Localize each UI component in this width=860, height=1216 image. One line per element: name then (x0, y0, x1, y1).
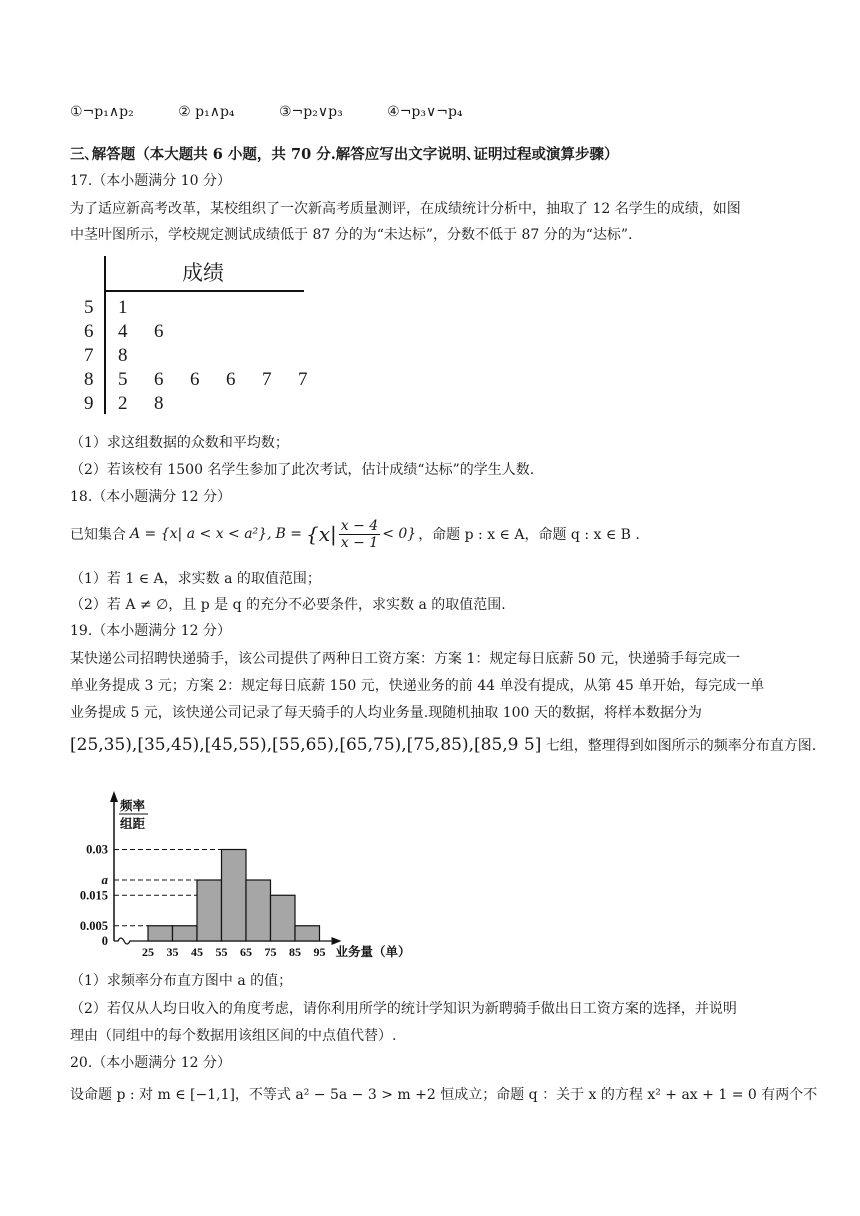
q18-stmt-prefix: 已知集合 (70, 527, 126, 543)
leaf: 4 (118, 321, 128, 342)
y-label-top: 频率 (120, 798, 146, 813)
x-tick-label: 85 (289, 945, 301, 959)
leaf: 8 (118, 345, 128, 366)
q18-part-1: （1）若 1 ∈ A，求实数 a 的取值范围； (70, 571, 321, 587)
stem: 6 (84, 321, 94, 342)
set-b-close: < 0} (382, 526, 417, 542)
histogram-x-ticks (142, 945, 326, 959)
option-4: ④¬p₃∨¬p₄ (387, 104, 463, 120)
histogram-y-ticks (80, 843, 109, 949)
stem: 9 (84, 393, 94, 414)
y-tick-label: 0.015 (79, 888, 108, 903)
x-tick-label: 65 (240, 945, 252, 959)
leaf: 6 (154, 321, 164, 342)
histogram-bar (295, 926, 320, 941)
x-tick-label: 35 (166, 945, 179, 959)
fraction-numerator: x − 4 (340, 517, 379, 534)
stem-leaf-plot (70, 255, 310, 415)
section-heading: 三､解答题（本大题共 6 小题，共 70 分.解答应写出文字说明､证明过程或演算步骤） (70, 146, 619, 163)
x-axis-label: 业务量（单） (335, 944, 411, 959)
x-tick-label: 45 (191, 945, 203, 959)
y-label-bottom: 组距 (120, 816, 146, 831)
q17-text-1: 为了适应新高考改革，某校组织了一次新高考质量测评，在成绩统计分析中，抽取了 12 名学生的成绩，如图 (70, 201, 741, 217)
q19-text-3: 业务提成 5 元，该快递公司记录了每天骑手的人均业务量.现随机抽取 100 天的数据，将样本数据分为 (70, 705, 702, 721)
q17-part-2: （2）若该校有 1500 名学生参加了此次考试，估计成绩“达标”的学生人数. (70, 462, 535, 478)
y-tick-label: 0 (101, 934, 108, 948)
stem: 5 (84, 297, 94, 318)
leaf: 7 (262, 369, 272, 390)
leaf: 5 (118, 369, 128, 390)
x-tick-label: 25 (142, 945, 154, 959)
histogram-bar (148, 926, 173, 941)
x-tick-label: 55 (215, 945, 228, 959)
y-tick-label: a (101, 872, 108, 887)
x-tick-label: 75 (264, 945, 277, 959)
leaf: 8 (154, 393, 164, 414)
q17-text-2: 中茎叶图所示，学校规定测试成绩低于 87 分的为“未达标”，分数不低于 87 分的为“达标”. (70, 227, 633, 243)
set-b-fraction (339, 518, 380, 551)
set-b-open: {x| (306, 522, 337, 546)
fraction-denominator: x − 1 (340, 534, 379, 551)
frequency-histogram (66, 788, 426, 968)
q18-part-2: （2）若 A ≠ ∅，且 p 是 q 的充分不必要条件，求实数 a 的取值范围. (70, 597, 506, 613)
x-tick-label: 95 (313, 945, 326, 959)
y-axis-arrow (110, 791, 118, 802)
option-2: ② p₁∧p₄ (178, 104, 235, 120)
leaf: 1 (118, 297, 128, 318)
q17-header: 17.（本小题满分 10 分） (70, 173, 231, 189)
stemleaf-title: 成绩 (182, 261, 224, 285)
q19-part-1: （1）求频率分布直方图中 a 的值； (70, 973, 293, 989)
q19-intervals-line (70, 735, 816, 755)
histogram-bar (271, 895, 296, 941)
q19-intervals-suffix: 七组，整理得到如图所示的频率分布直方图. (545, 738, 817, 754)
q18-stmt-suffix: ，命题 p : x ∈ A，命题 q : x ∈ B . (418, 527, 640, 543)
q19-part-2b: 理由（同组中的每个数据用该组区间的中点值代替）. (70, 1028, 397, 1044)
histogram-bar (197, 880, 222, 941)
q18-header: 18.（本小题满分 12 分） (70, 489, 231, 505)
histogram-bar (222, 850, 247, 942)
options-line (70, 104, 503, 120)
leaf: 6 (190, 369, 200, 390)
q19-part-2a: （2）若仅从人均日收入的角度考虑，请你利用所学的统计学知识为新聘骑手做出日工资方案的选择，并说明 (70, 1001, 737, 1017)
set-b-prefix: B = (275, 526, 302, 542)
stem: 8 (84, 369, 94, 390)
y-tick-label: 0.005 (79, 918, 108, 933)
q17-part-1: （1）求这组数据的众数和平均数； (70, 435, 289, 451)
q20-header: 20.（本小题满分 12 分） (70, 1055, 231, 1071)
option-1: ①¬p₁∧p₂ (70, 104, 134, 120)
q18-statement (70, 514, 640, 554)
q19-text-1: 某快递公司招聘快递骑手，该公司提供了两种日工资方案：方案 1：规定每日底薪 50 元，快递骑手每完成一 (70, 651, 741, 667)
histogram-bar (246, 880, 271, 941)
histogram-bar (173, 926, 198, 941)
y-tick-label: 0.03 (86, 842, 108, 857)
leaf: 7 (298, 369, 308, 390)
set-a: A = {x| a < x < a²}, (130, 526, 272, 542)
option-3: ③¬p₂∨p₃ (279, 104, 343, 120)
q19-intervals: [25,35),[35,45),[45,55),[55,65),[65,75),[75,85),[85,9 5] (70, 735, 542, 755)
q19-header: 19.（本小题满分 12 分） (70, 623, 231, 639)
stem: 7 (84, 345, 94, 366)
leaf: 2 (118, 393, 128, 414)
leaf: 6 (154, 369, 164, 390)
q19-text-2: 单业务提成 3 元；方案 2：规定每日底薪 150 元，快递业务的前 44 单没有提成，从第 45 单开始，每完成一单 (70, 678, 765, 694)
q20-text-1: 设命题 p : 对 m ∈ [−1,1]，不等式 a² − 5a − 3 > m +2 恒成立；命题 q ：关于 x 的方程 x² + ax + 1 = 0 有两个不 (70, 1087, 818, 1103)
leaf: 6 (226, 369, 236, 390)
